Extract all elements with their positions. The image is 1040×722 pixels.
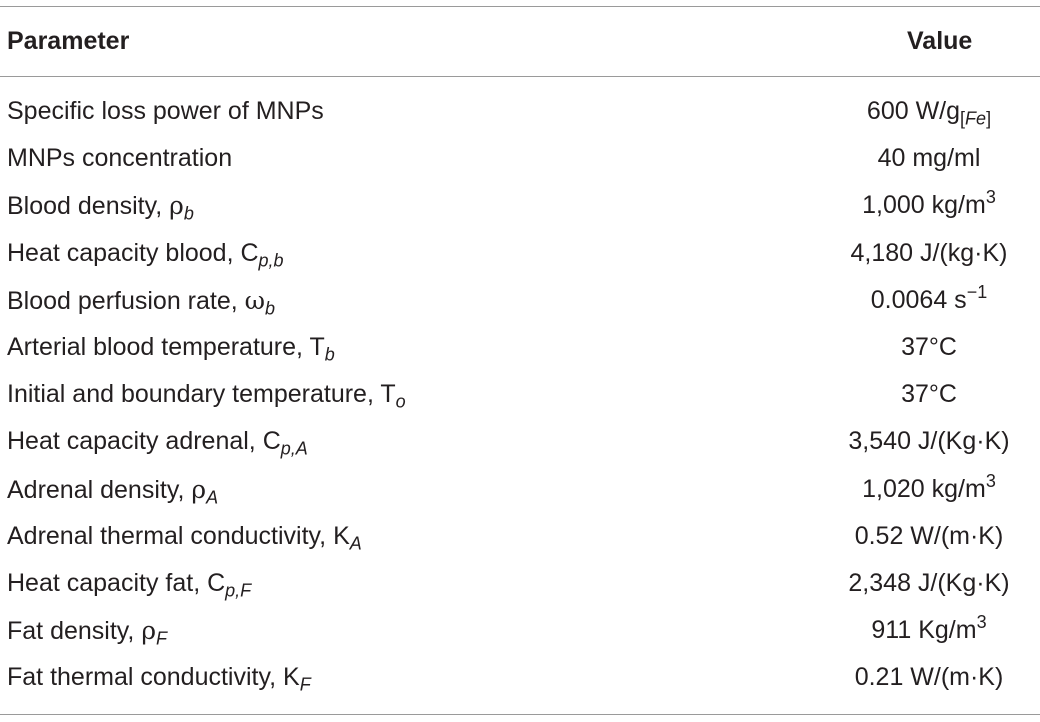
- table-header: [0, 6, 1040, 76]
- table-row: [0, 560, 1040, 607]
- parameter-text: Heat capacity fat, C: [7, 568, 226, 597]
- value-text: 4,180 J/(kg·K): [850, 238, 1008, 267]
- table-row: [0, 135, 1040, 182]
- parameter-text: Fat thermal conductivity, K: [7, 663, 300, 692]
- parameter-text: Adrenal thermal conductivity, K: [7, 521, 350, 550]
- parameter-cell: [7, 466, 218, 514]
- parameter-text: Specific loss power of MNPs: [7, 97, 324, 125]
- parameter-cell: [7, 654, 311, 701]
- parameter-subscript: b: [183, 203, 194, 224]
- table-row: [0, 418, 1040, 465]
- parameter-text: Heat capacity adrenal, C: [7, 427, 281, 456]
- parameter-subscript: p,b: [258, 249, 284, 270]
- value-text: 0.0064 s: [870, 285, 967, 314]
- parameter-symbol: ρ: [191, 474, 207, 504]
- value-text: 37°C: [901, 380, 957, 409]
- table-row: [0, 654, 1040, 701]
- parameter-subscript: F: [299, 674, 311, 695]
- value-subscript: [Fe]: [960, 108, 992, 129]
- parameter-cell: [7, 371, 406, 418]
- value-superscript: 3: [985, 187, 996, 208]
- parameter-subscript: o: [395, 391, 406, 412]
- parameter-subscript: A: [206, 486, 219, 507]
- parameter-cell: [7, 135, 232, 182]
- value-cell: [820, 418, 1038, 465]
- value-text: 37°C: [901, 332, 957, 361]
- value-cell: [820, 607, 1038, 654]
- header-parameter: Parameter: [7, 27, 130, 55]
- value-cell: [820, 513, 1038, 560]
- parameter-symbol: ρ: [169, 191, 184, 221]
- parameter-cell: [7, 277, 275, 325]
- table-row: [0, 182, 1040, 229]
- parameter-cell: [7, 560, 251, 607]
- value-cell: [820, 371, 1038, 418]
- parameter-cell: [7, 418, 308, 465]
- value-cell: [820, 277, 1038, 324]
- table-row: [0, 324, 1040, 371]
- value-text: 1,000 kg/m: [862, 191, 986, 220]
- parameter-cell: [7, 88, 324, 135]
- bottom-rule: [0, 714, 1040, 715]
- parameter-text: Fat density,: [7, 617, 142, 646]
- value-superscript: 3: [976, 612, 987, 633]
- header-value: Value: [907, 27, 973, 55]
- parameter-text: Initial and boundary temperature, T: [7, 380, 396, 409]
- table-row: [0, 513, 1040, 560]
- parameter-subscript: p,A: [280, 438, 308, 459]
- value-text: 2,348 J/(Kg·K): [848, 568, 1010, 597]
- parameter-subscript: b: [324, 344, 335, 365]
- value-superscript: 3: [985, 470, 996, 491]
- parameter-text: Blood perfusion rate,: [7, 286, 245, 315]
- value-superscript: −1: [966, 281, 988, 302]
- value-cell: [820, 88, 1038, 135]
- parameter-subscript: F: [156, 628, 168, 649]
- value-cell: [820, 466, 1038, 513]
- parameter-subscript: A: [349, 533, 362, 554]
- value-cell: [820, 654, 1038, 701]
- parameter-text: Heat capacity blood, C: [7, 238, 259, 267]
- table-row: [0, 277, 1040, 324]
- value-cell: [820, 230, 1038, 277]
- value-text: 1,020 kg/m: [862, 474, 986, 503]
- value-text: 0.21 W/(m·K): [854, 663, 1004, 692]
- value-text: 600 W/g: [866, 97, 961, 125]
- header-rule: [0, 76, 1040, 77]
- table-row: [0, 230, 1040, 277]
- parameter-symbol: ρ: [141, 616, 157, 646]
- value-cell: [820, 324, 1038, 371]
- value-cell: [820, 135, 1038, 182]
- parameter-text: MNPs concentration: [7, 144, 233, 173]
- parameter-cell: [7, 607, 167, 655]
- value-text: 911 Kg/m: [871, 616, 977, 645]
- value-cell: [820, 182, 1038, 229]
- parameter-cell: [7, 182, 194, 230]
- parameter-cell: [7, 513, 362, 560]
- parameter-subscript: b: [265, 298, 276, 319]
- value-text: 0.52 W/(m·K): [854, 521, 1004, 550]
- parameter-symbol: ω: [244, 285, 266, 315]
- parameter-cell: [7, 230, 284, 277]
- table-row: [0, 607, 1040, 654]
- table-row: [0, 466, 1040, 513]
- value-text: 40 mg/ml: [877, 144, 981, 173]
- parameter-cell: [7, 324, 335, 371]
- parameter-text: Arterial blood temperature, T: [7, 332, 325, 361]
- table-row: [0, 371, 1040, 418]
- table-row: [0, 88, 1040, 135]
- table-body: [0, 88, 1040, 701]
- value-text: 3,540 J/(Kg·K): [848, 427, 1010, 456]
- parameter-text: Blood density,: [7, 192, 170, 221]
- value-cell: [820, 560, 1038, 607]
- parameter-subscript: p,F: [225, 580, 252, 601]
- parameter-text: Adrenal density,: [7, 475, 192, 504]
